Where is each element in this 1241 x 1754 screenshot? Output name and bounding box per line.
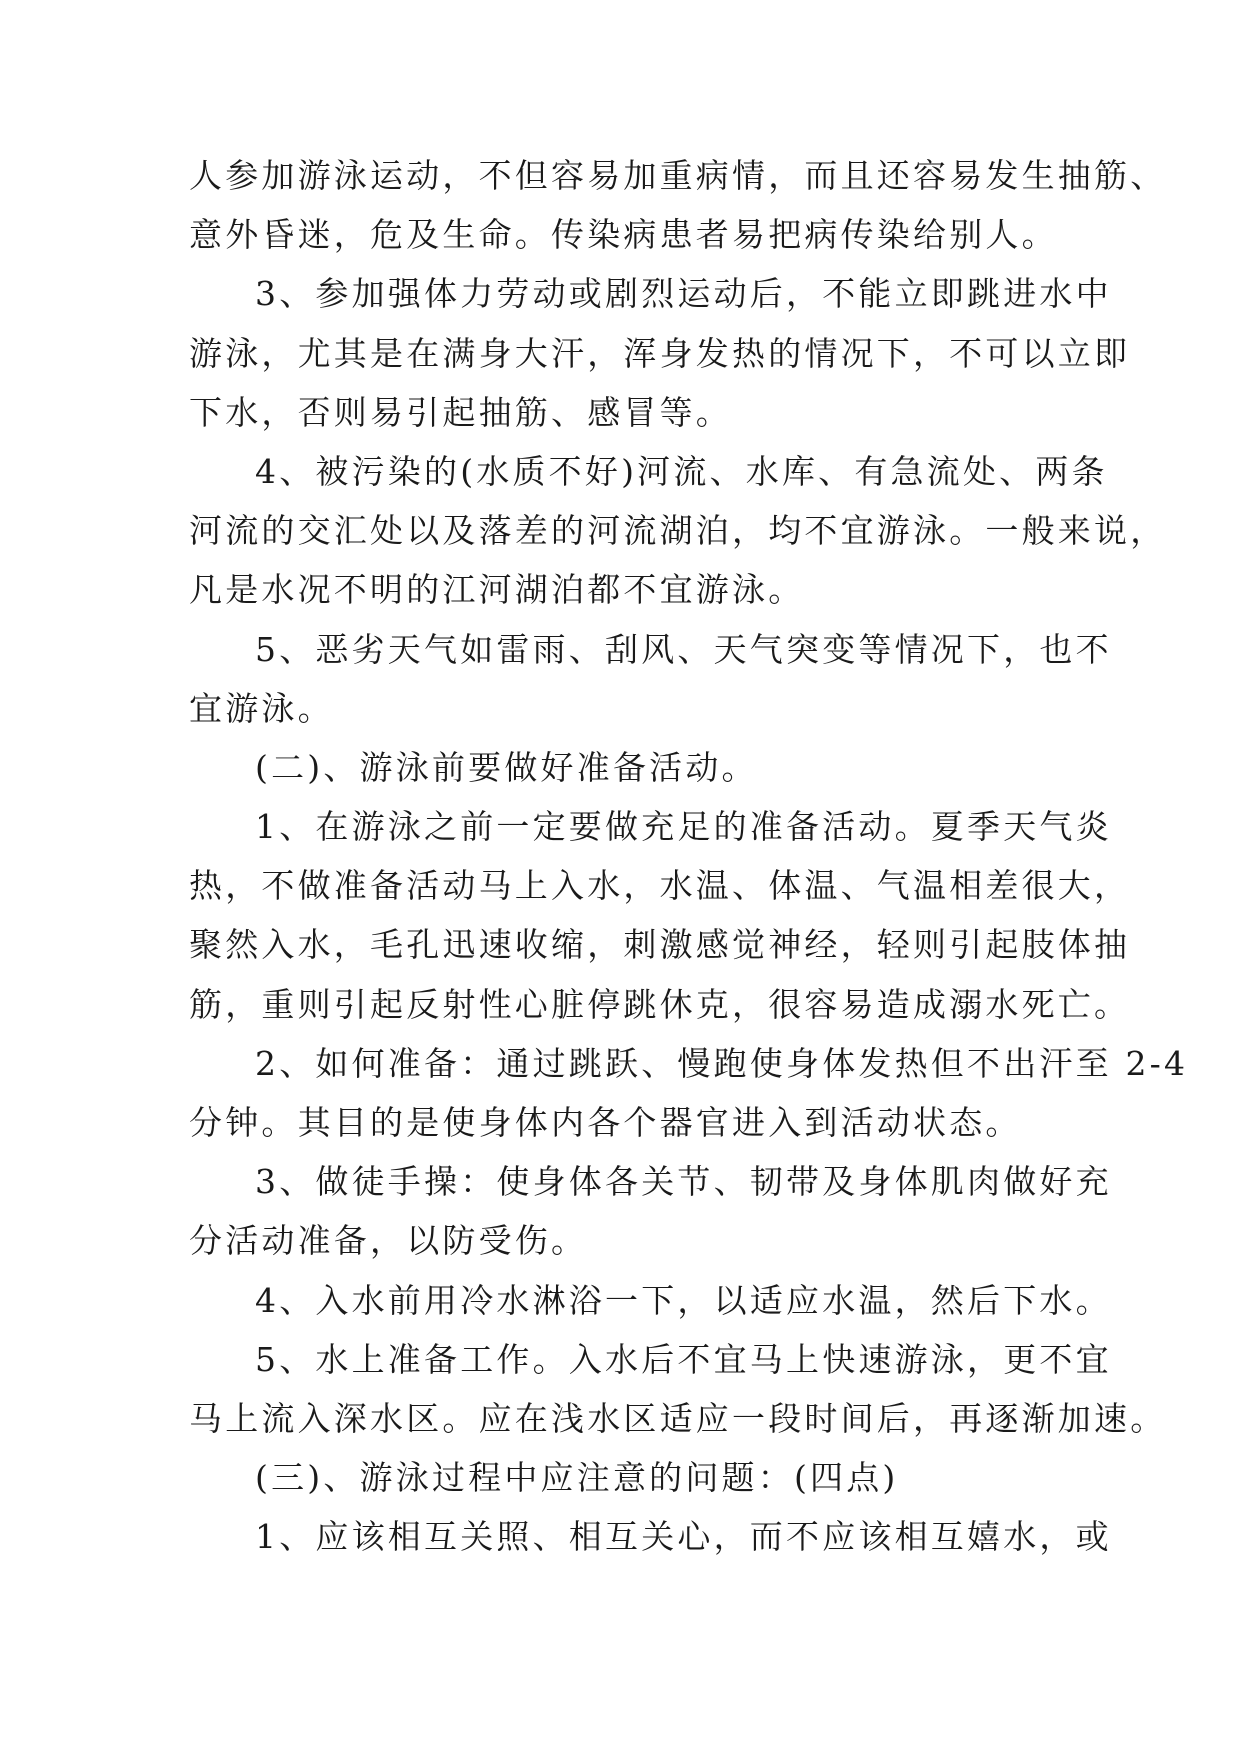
text-line: 3、做徒手操：使身体各关节、韧带及身体肌肉做好充 bbox=[255, 1162, 1112, 1202]
text-line: 4、被污染的(水质不好)河流、水库、有急流处、两条 bbox=[255, 451, 1108, 491]
text-line: 马上流入深水区。应在浅水区适应一段时间后，再逐渐加速。 bbox=[189, 1398, 1167, 1438]
document-page bbox=[189, 146, 1189, 1567]
text-line: 3、参加强体力劳动或剧烈运动后，不能立即跳进水中 bbox=[255, 274, 1112, 314]
text-line: 1、在游泳之前一定要做充足的准备活动。夏季天气炎 bbox=[255, 807, 1112, 847]
text-line: 下水，否则易引起抽筋、感冒等。 bbox=[189, 392, 732, 432]
text-line: 凡是水况不明的江河湖泊都不宜游泳。 bbox=[189, 570, 805, 610]
text-line: 人参加游泳运动，不但容易加重病情，而且还容易发生抽筋、 bbox=[189, 156, 1167, 195]
text-line: 河流的交汇处以及落差的河流湖泊，均不宜游泳。一般来说， bbox=[189, 511, 1167, 551]
text-line: 5、水上准备工作。入水后不宜马上快速游泳，更不宜 bbox=[255, 1339, 1112, 1379]
text-line: 热，不做准备活动马上入水，水温、体温、气温相差很大， bbox=[189, 866, 1131, 906]
text-line: 筋，重则引起反射性心脏停跳休克，很容易造成溺水死亡。 bbox=[189, 984, 1131, 1024]
text-line: 1、应该相互关照、相互关心，而不应该相互嬉水，或 bbox=[255, 1517, 1112, 1557]
text-line: 5、恶劣天气如雷雨、刮风、天气突变等情况下，也不 bbox=[255, 629, 1112, 669]
text-line: 4、入水前用冷水淋浴一下，以适应水温，然后下水。 bbox=[255, 1280, 1112, 1320]
text-line: 分钟。其目的是使身体内各个器官进入到活动状态。 bbox=[189, 1103, 1022, 1142]
text-line: 宜游泳。 bbox=[189, 688, 334, 728]
text-line: 游泳，尤其是在满身大汗，浑身发热的情况下，不可以立即 bbox=[189, 333, 1131, 373]
text-line: 意外昏迷，危及生命。传染病患者易把病传染给别人。 bbox=[189, 215, 1058, 255]
text-line: 聚然入水，毛孔迅速收缩，刺激感觉神经，轻则引起肢体抽 bbox=[189, 925, 1131, 965]
section-heading: (三)、游泳过程中应注意的问题：(四点) bbox=[255, 1458, 899, 1498]
section-heading: (二)、游泳前要做好准备活动。 bbox=[255, 747, 758, 787]
text-line: 2、如何准备：通过跳跃、慢跑使身体发热但不出汗至 2-4 bbox=[255, 1043, 1189, 1083]
text-line: 分活动准备，以防受伤。 bbox=[189, 1221, 588, 1261]
